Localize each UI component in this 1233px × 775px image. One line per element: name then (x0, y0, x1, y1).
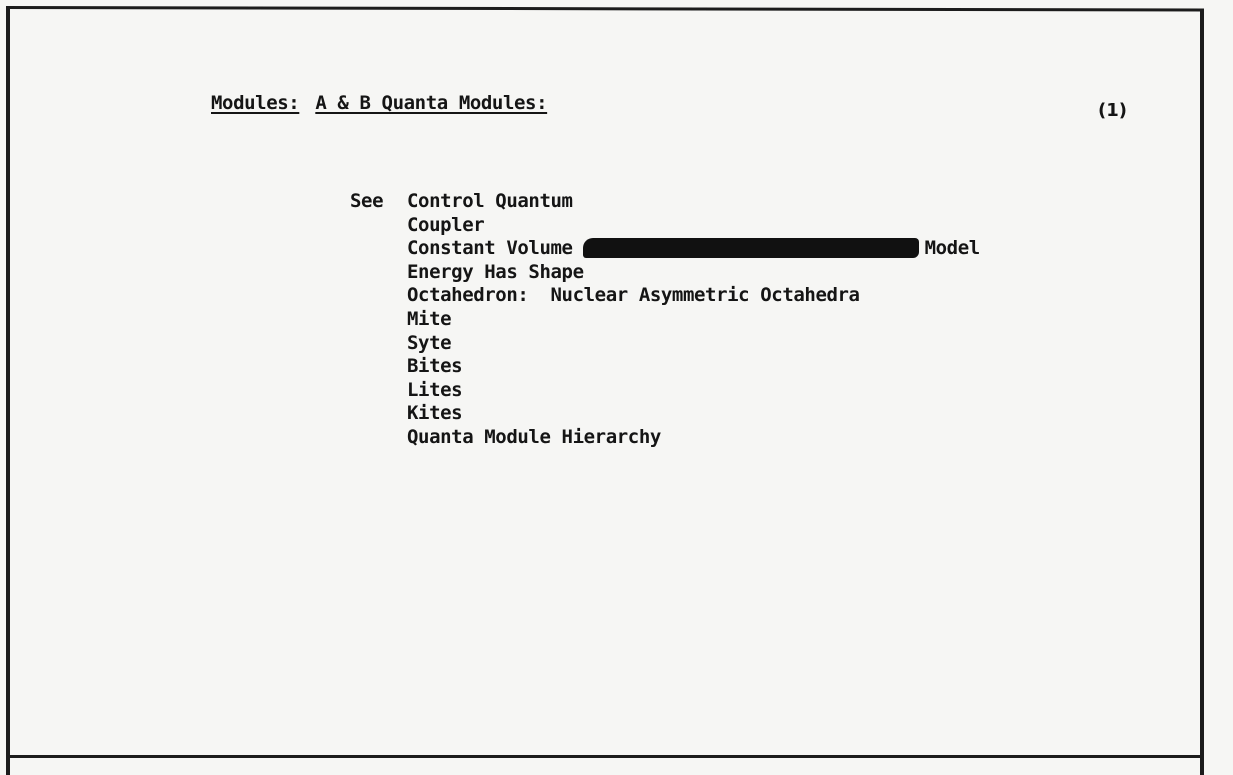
redaction-bar (583, 238, 919, 258)
card-border-top (6, 6, 1204, 12)
see-label: See (350, 190, 384, 212)
heading-label: Modules: (211, 92, 300, 114)
see-item-kites: Kites (407, 402, 463, 425)
see-item-quanta-module-hierarchy: Quanta Module Hierarchy (407, 425, 661, 448)
see-item-bites: Bites (407, 355, 463, 378)
see-item-constant-volume (407, 237, 980, 261)
page-number: (1) (1098, 100, 1127, 121)
see-item-lites: Lites (407, 378, 463, 401)
see-item-energy-has-shape: Energy Has Shape (407, 260, 584, 283)
card-border-left (6, 6, 10, 775)
card-border-bottom (6, 755, 1204, 758)
see-item-syte: Syte (407, 331, 452, 354)
see-item-control-quantum: Control Quantum (407, 190, 573, 212)
card-border-right (1200, 10, 1204, 775)
see-item-octahedron: Octahedron: Nuclear Asymmetric Octahedra (407, 284, 860, 307)
see-item-coupler: Coupler (407, 213, 485, 236)
card-heading (211, 92, 547, 114)
see-item-constant-volume-label: Constant Volume (407, 237, 573, 260)
see-item-constant-volume-suffix: Model (924, 237, 980, 260)
see-item-mite: Mite (407, 307, 452, 330)
see-also-list (407, 190, 980, 450)
heading-title: A & B Quanta Modules: (315, 92, 548, 114)
